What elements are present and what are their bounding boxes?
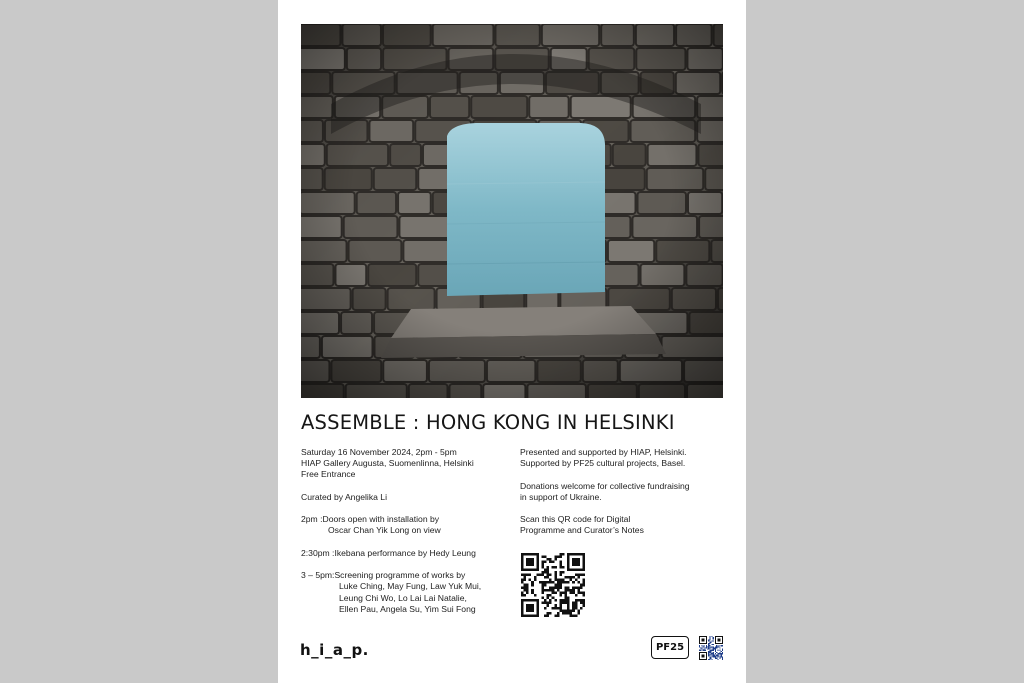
poster-title: ASSEMBLE : HONG KONG IN HELSINKI — [301, 411, 675, 434]
schedule-item — [301, 570, 506, 615]
schedule-text: Leung Chi Wo, Lo Lai Lai Natalie, — [339, 592, 467, 603]
schedule-text: Ellen Pau, Angela Su, Yim Sui Fong — [339, 603, 476, 614]
event-date-time: Saturday 16 November 2024, 2pm - 5pm — [301, 447, 457, 457]
hiap-logo: h_i_a_p. — [300, 641, 369, 659]
support-text: Supported by PF25 cultural projects, Basel. — [520, 458, 686, 469]
event-venue: HIAP Gallery Augusta, Suomenlinna, Helsinki — [301, 458, 474, 469]
schedule-text: Doors open with installation by — [322, 514, 440, 525]
schedule-item — [301, 514, 506, 536]
support-text: Presented and supported by HIAP, Helsinki. — [520, 447, 687, 457]
event-poster — [278, 0, 746, 683]
event-curator: Curated by Angelika Li — [301, 491, 387, 502]
schedule-time: 2pm : — [301, 514, 323, 525]
donation-text: Donations welcome for collective fundraising — [520, 480, 690, 491]
schedule-text: Luke Ching, May Fung, Law Yuk Mui, — [339, 581, 482, 592]
qr-code-icon[interactable] — [521, 553, 585, 617]
schedule-item — [301, 548, 506, 559]
schedule-text: Ikebana performance by Hedy Leung — [334, 547, 476, 558]
stone-window-photo — [301, 24, 723, 398]
schedule-text: Oscar Chan Yik Long on view — [328, 525, 441, 536]
schedule-time: 2:30pm : — [301, 547, 335, 558]
small-qr-code-icon — [699, 636, 723, 660]
qr-note-text: Programme and Curator’s Notes — [520, 525, 644, 536]
event-details — [301, 447, 506, 615]
event-admission: Free Entrance — [301, 469, 356, 480]
pf25-logo: PF25 — [651, 636, 689, 659]
donation-text: in support of Ukraine. — [520, 491, 602, 502]
qr-note-text: Scan this QR code for Digital — [520, 514, 631, 525]
schedule-text: Screening programme of works by — [334, 570, 466, 581]
schedule-time: 3 – 5pm: — [301, 570, 335, 581]
sponsor-details — [520, 447, 725, 537]
